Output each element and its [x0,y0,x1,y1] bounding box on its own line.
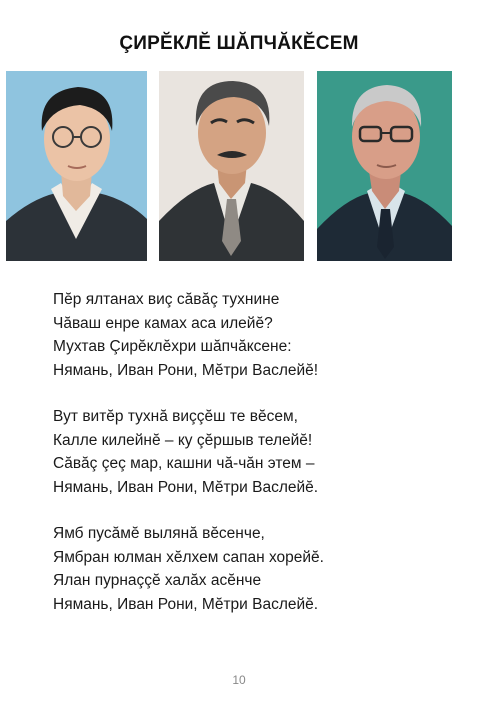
poem-stanza-1 [53,288,463,382]
poem-line: Калле килейнĕ – ку çĕршыв телейĕ! [53,431,313,449]
poem-line: Нямань, Иван Рони, Мĕтри Васлейĕ. [53,595,319,613]
poem-line: Нямань, Иван Рони, Мĕтри Васлейĕ! [53,361,319,379]
poem-line: Вут витĕр тухнă виççĕш те вĕсем, [53,408,298,425]
portrait-photo-3 [317,71,452,261]
poem-line: Мухтав Çирĕклĕхри шăпчăксене: [53,338,292,355]
poem-line: Пĕр ялтанах виç сăвăç тухнине [53,291,280,308]
page-number: 10 [232,673,246,687]
poem-line: Ямбран юлман хĕлхем сапан хорейĕ. [53,548,324,566]
poem-body [53,288,463,639]
portrait-photo-2 [159,71,304,261]
page-title: ÇИРĔКЛĔ ШĂПЧĂКĔСЕМ [119,33,359,54]
poem-line: Ялан пурнаççĕ халăх асĕнче [53,572,262,589]
poem-line: Нямань, Иван Рони, Мĕтри Васлейĕ. [53,478,319,496]
poem-stanza-2 [53,405,463,499]
poem-stanza-3 [53,522,463,616]
poem-line: Сăвăç çеç мар, кашни чă-чăн этем – [53,455,315,472]
portrait-photo-1 [6,71,147,261]
poem-line: Ямб пусăмĕ вылянă вĕсенче, [53,525,265,542]
poem-line: Чăваш енре камах аса илейĕ? [53,314,273,332]
